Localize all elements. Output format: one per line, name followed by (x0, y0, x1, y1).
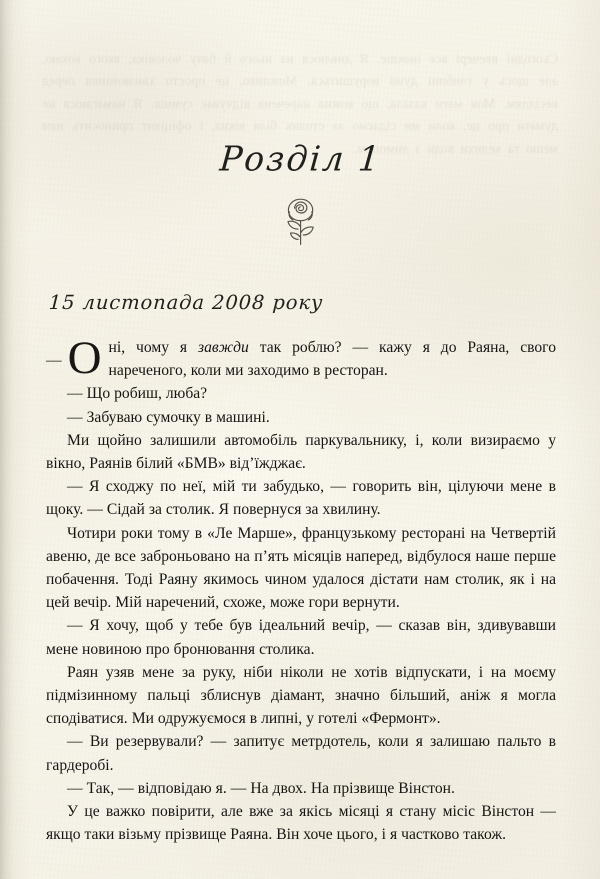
emphasized-word: завжди (197, 339, 249, 356)
paragraph: — Так, — відповідаю я. — На двох. На прізвище Вінстон. (67, 779, 455, 797)
paragraph: Ми щойно залишили автомобіль паркувальнику, і, коли визираємо у вікно, Раянів білий «БМВ» від’їжджає. (46, 431, 556, 473)
chapter-heading (46, 0, 556, 178)
body-text (46, 314, 556, 846)
paragraph: Раян узяв мене за руку, ніби ніколи не хотів відпускати, і на моєму підмізинному пальці зблиснув діамант, значно більший, аніж я могла сподіватися. Ми одружуємося в липні, у готелі «Фермонт». (46, 663, 556, 728)
opening-text-after-emphasis: так роблю? — кажу я до Раяна, свого нареченого, коли ми заходимо в ресторан. (108, 339, 556, 380)
paragraph: — Я хочу, щоб у тебе був ідеальний вечір, — сказав він, здивувавши мене новиною про бронювання столика. (46, 617, 556, 658)
paragraph: Чотири роки тому в «Ле Марше», французькому ресторані на Четвертій авеню, де все заброньовано на п’ять місяців наперед, відбулося наше перше побачення. Тоді Раяну якимось чином удалося дістати нам столик, як і на цей вечір. Мій наречений, схоже, може гори вернути. (46, 524, 556, 612)
opening-text-before-emphasis: ні, чому я (108, 339, 198, 356)
opening-paragraph (46, 332, 556, 384)
paragraph: — Забуваю сумочку в машині. (67, 408, 270, 426)
paragraph: — Ви резервували? — запитує метрдотель, коли я залишаю пальто в гардеробі. (46, 733, 556, 774)
em-dash-lead: — (46, 352, 62, 369)
date-entry: 15 листопада 2008 року (48, 291, 324, 314)
drop-cap: О (67, 332, 102, 384)
paragraph: У це важко повірити, але вже за якісь місяці я стану місіс Вінстон — якщо таки візьму прізвище Раяна. Він хоче цього, і я частково також. (46, 803, 556, 844)
paragraph: — Я сходжу по неї, мій ти забудько, — говорить він, цілуючи мене в щоку. — Сідай за столик. Я повернуся за хвилину. (46, 478, 556, 519)
reverse-side-showthrough: Сьогодні ввечері все інакше. Я дивлюся на нього й бачу чоловіка, якого кохаю, але щось у глибині душі ворушиться. Можливо, це просто хвилювання перед весіллям. Моя мати казала, що кожна наречена відчуває сумнів. Я намагаюся не думати про це, коли ми сідаємо за столик біля вікна, і офіціант приносить нам меню та келихи води з лимоном. (42, 51, 558, 156)
paragraph: — Що робиш, люба? (67, 385, 208, 403)
rose-ornament-icon (46, 195, 556, 249)
chapter-title: Розділ 1 (218, 138, 384, 179)
